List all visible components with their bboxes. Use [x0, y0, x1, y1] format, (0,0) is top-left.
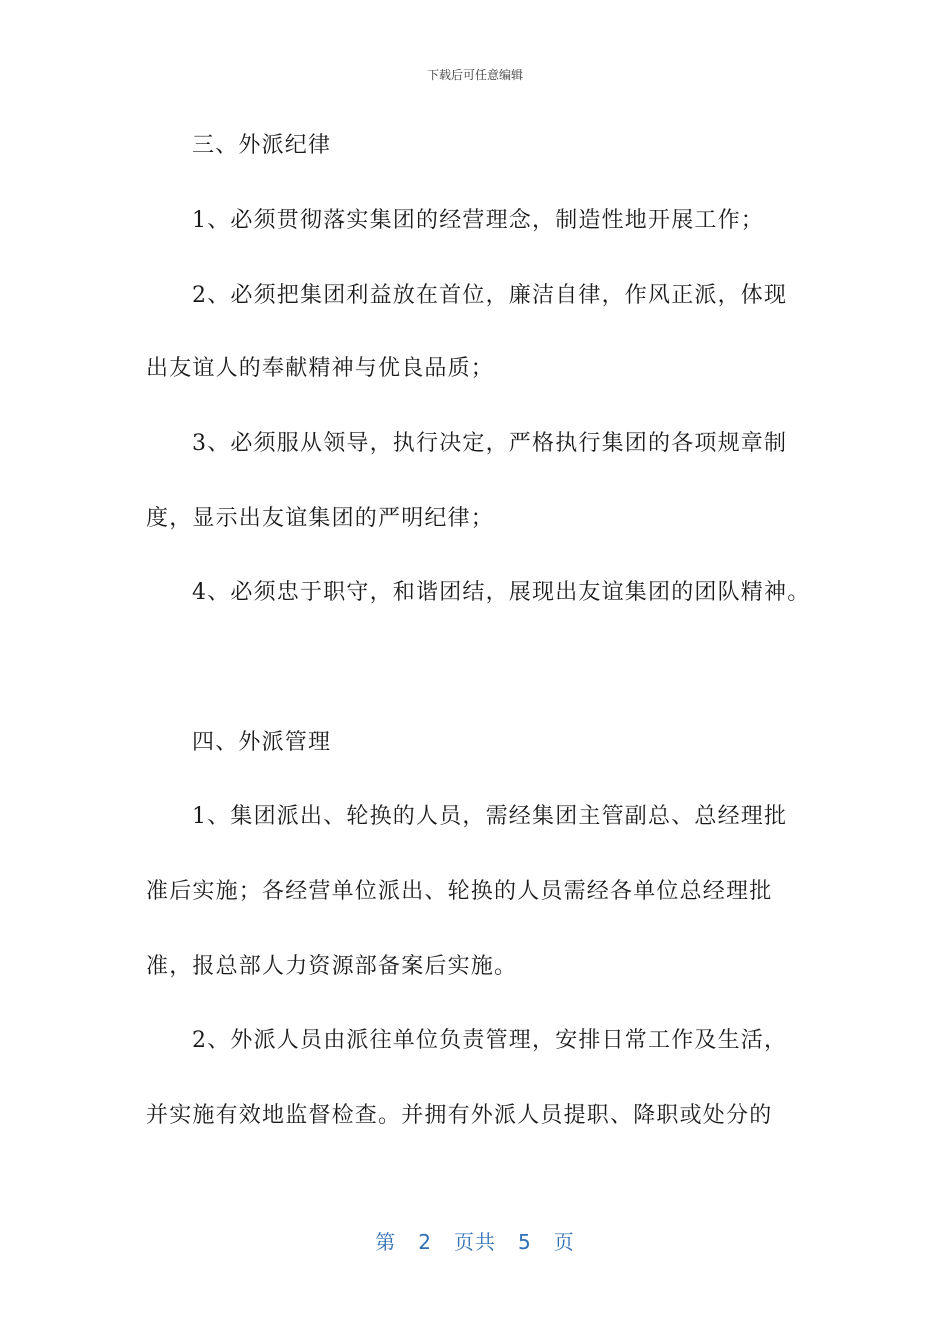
- total-pages-number: 5: [518, 1230, 532, 1254]
- paragraph-line: 度，显示出友谊集团的严明纪律；: [146, 506, 495, 531]
- paragraph-line: 准后实施；各经营单位派出、轮换的人员需经各单位总经理批: [146, 879, 773, 904]
- paragraph-line: 2、外派人员由派往单位负责管理，安排日常工作及生活，: [192, 1028, 788, 1053]
- page-footer: [0, 1226, 950, 1255]
- paragraph-line: 1、必须贯彻落实集团的经营理念，制造性地开展工作；: [192, 208, 764, 233]
- current-page-number: 2: [418, 1230, 432, 1254]
- paragraph-line: 1、集团派出、轮换的人员，需经集团主管副总、总经理批: [192, 804, 788, 829]
- section-heading-management: 四、外派管理: [192, 730, 332, 755]
- paragraph-line: 并实施有效地监督检查。并拥有外派人员提职、降职或处分的: [146, 1103, 773, 1128]
- section-heading-discipline: 三、外派纪律: [192, 133, 332, 158]
- footer-suffix: 页: [553, 1230, 575, 1254]
- paragraph-line: 出友谊人的奉献精神与优良品质；: [146, 356, 495, 381]
- paragraph-line: 3、必须服从领导，执行决定，严格执行集团的各项规章制: [192, 431, 788, 456]
- paragraph-line: 4、必须忠于职守，和谐团结，展现出友谊集团的团队精神。: [192, 580, 811, 605]
- footer-middle: 页共: [454, 1230, 496, 1254]
- paragraph-line: 2、必须把集团利益放在首位，廉洁自律，作风正派，体现: [192, 283, 788, 308]
- paragraph-line: 准，报总部人力资源部备案后实施。: [146, 954, 518, 979]
- header-note: 下载后可任意编辑: [426, 68, 523, 82]
- footer-prefix: 第: [375, 1230, 397, 1254]
